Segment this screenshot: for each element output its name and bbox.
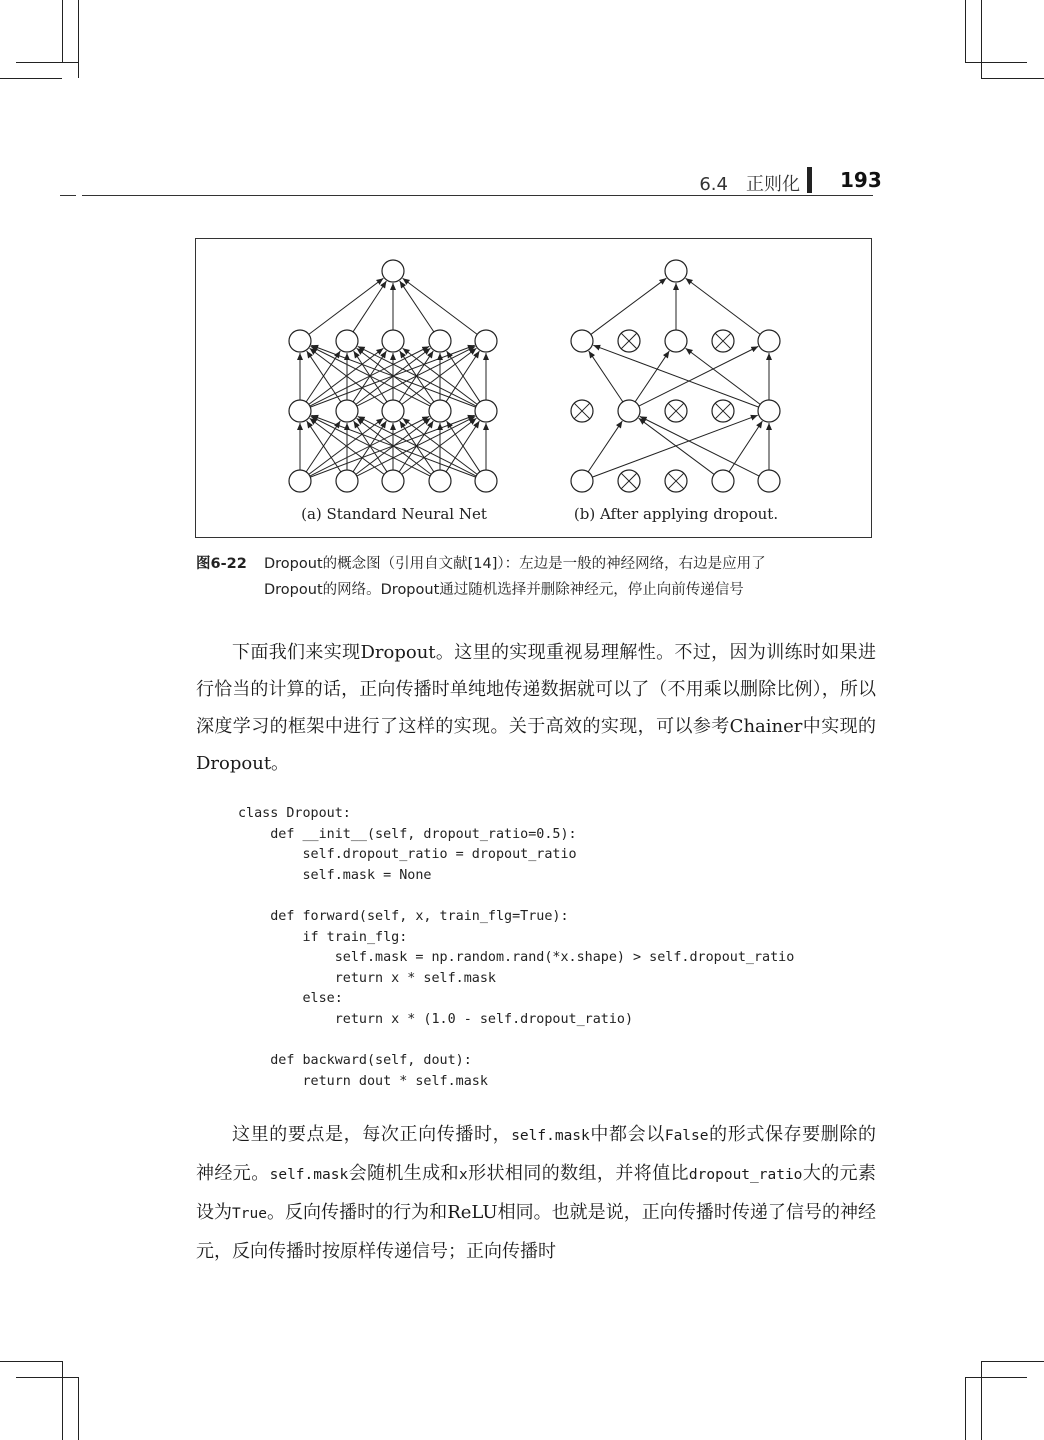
neuron bbox=[475, 470, 497, 492]
neuron bbox=[382, 400, 404, 422]
neuron bbox=[289, 330, 311, 352]
connection-arrow bbox=[309, 278, 384, 334]
crop-mark bbox=[62, 0, 63, 62]
p2-text-2: 中都会以 bbox=[589, 1124, 665, 1145]
code-block: class Dropout: def __init__(self, dropout_ratio=0.5): self.dropout_ratio = dropout_ratio self.mask = None def forward(self, x, train_flg=True): if train_flg: self.mask = np.random.rand(*x.shape) > self.dropout_ratio return x * self.mask else: return x * (1.0 - self.dropout_ratio) def backward(self, dout): return dout * self.mask bbox=[238, 806, 795, 1089]
neuron bbox=[571, 330, 593, 352]
neuron bbox=[382, 260, 404, 282]
neuron bbox=[712, 470, 734, 492]
crop-mark bbox=[965, 1377, 1027, 1378]
connection-arrow bbox=[686, 278, 761, 334]
neuron bbox=[336, 400, 358, 422]
neuron bbox=[382, 470, 404, 492]
figure-caption bbox=[196, 551, 876, 603]
figure-6-22 bbox=[195, 238, 872, 538]
p2-code-6: True bbox=[232, 1206, 267, 1222]
connection-arrow bbox=[592, 415, 757, 477]
p2-code-2: False bbox=[664, 1128, 709, 1144]
connection-arrow bbox=[639, 418, 715, 474]
neuron bbox=[336, 330, 358, 352]
crop-mark bbox=[965, 62, 1027, 63]
p2-code-1: self.mask bbox=[511, 1128, 590, 1144]
paragraph-2 bbox=[196, 1116, 876, 1270]
neuron bbox=[429, 400, 451, 422]
p2-code-5: dropout_ratio bbox=[688, 1167, 803, 1183]
label-dropout-net: (b) After applying dropout. bbox=[573, 505, 779, 523]
caption-line-1: Dropout的概念图（引用自文献[14]）：左边是一般的神经网络，右边是应用了 bbox=[264, 556, 766, 572]
label-standard-net: (a) Standard Neural Net bbox=[301, 505, 487, 523]
p2-code-3: self.mask bbox=[269, 1167, 349, 1183]
neuron bbox=[758, 470, 780, 492]
standard-net bbox=[289, 260, 497, 492]
neuron bbox=[475, 400, 497, 422]
neuron bbox=[429, 330, 451, 352]
connection-arrow bbox=[591, 278, 667, 334]
paragraph-2-text bbox=[196, 1116, 876, 1270]
dropout-diagram bbox=[196, 239, 873, 539]
neuron bbox=[382, 330, 404, 352]
connection-arrow bbox=[589, 351, 623, 402]
crop-mark bbox=[78, 0, 79, 78]
header-tick bbox=[60, 195, 76, 196]
crop-mark bbox=[981, 1361, 1044, 1362]
neuron bbox=[289, 400, 311, 422]
crop-mark bbox=[0, 78, 62, 79]
crop-mark bbox=[16, 1377, 78, 1378]
connection-arrow bbox=[593, 345, 758, 407]
connection-arrow bbox=[640, 416, 759, 476]
header-section-title: 6.4 正则化 bbox=[699, 174, 800, 195]
neuron bbox=[665, 330, 687, 352]
crop-mark bbox=[981, 1361, 982, 1440]
p2-code-4: x bbox=[458, 1167, 468, 1183]
p2-text-6: 大的元素设为 bbox=[196, 1163, 877, 1223]
caption-line-2: Dropout的网络。Dropout通过随机选择并删除神经元，停止向前传递信号 bbox=[264, 582, 744, 598]
neuron bbox=[758, 330, 780, 352]
connection-arrow bbox=[729, 421, 762, 472]
crop-mark bbox=[965, 0, 966, 62]
page-number: 193 bbox=[840, 168, 882, 192]
neuron bbox=[758, 400, 780, 422]
crop-mark bbox=[981, 78, 1044, 79]
neuron bbox=[665, 260, 687, 282]
p2-text-1: 这里的要点是，每次正向传播时， bbox=[232, 1124, 512, 1145]
crop-mark bbox=[78, 1377, 79, 1440]
crop-mark bbox=[0, 1361, 62, 1362]
connection-arrow bbox=[403, 278, 478, 334]
connection-arrow bbox=[635, 351, 669, 402]
crop-mark bbox=[62, 1361, 63, 1440]
p2-text-3: 的形式保存要删除的神经元。 bbox=[196, 1124, 877, 1184]
neuron bbox=[475, 330, 497, 352]
p2-text-4: 会随机生成和 bbox=[348, 1163, 459, 1184]
dropout-net bbox=[571, 260, 780, 492]
neuron bbox=[336, 470, 358, 492]
crop-mark bbox=[981, 0, 982, 78]
header-bar bbox=[807, 167, 812, 193]
crop-mark bbox=[965, 1377, 966, 1440]
caption-number: 图6-22 bbox=[196, 556, 247, 572]
p2-text-7: 。反向传播时的行为和ReLU相同。也就是说，正向传播时传递了信号的神经元，反向传播时按原样传递信号；正向传播时 bbox=[196, 1202, 877, 1262]
p2-text-5: 形状相同的数组，并将值比 bbox=[467, 1163, 689, 1184]
connection-arrow bbox=[686, 348, 761, 404]
neuron bbox=[289, 470, 311, 492]
neuron bbox=[571, 470, 593, 492]
connection-arrow bbox=[588, 421, 622, 472]
paragraph-1-text: 下面我们来实现Dropout。这里的实现重视易理解性。不过，因为训练时如果进行恰当的计算的话，正向传播时单纯地传递数据就可以了（不用乘以删除比例），所以深度学习的框架中进行了这样的实现。关于高效的实现，可以参考Chainer中实现的Dropout。 bbox=[196, 642, 876, 774]
crop-mark bbox=[16, 62, 78, 63]
neuron bbox=[618, 400, 640, 422]
paragraph-1 bbox=[196, 634, 876, 782]
connection-arrow bbox=[639, 346, 758, 406]
neuron bbox=[429, 470, 451, 492]
